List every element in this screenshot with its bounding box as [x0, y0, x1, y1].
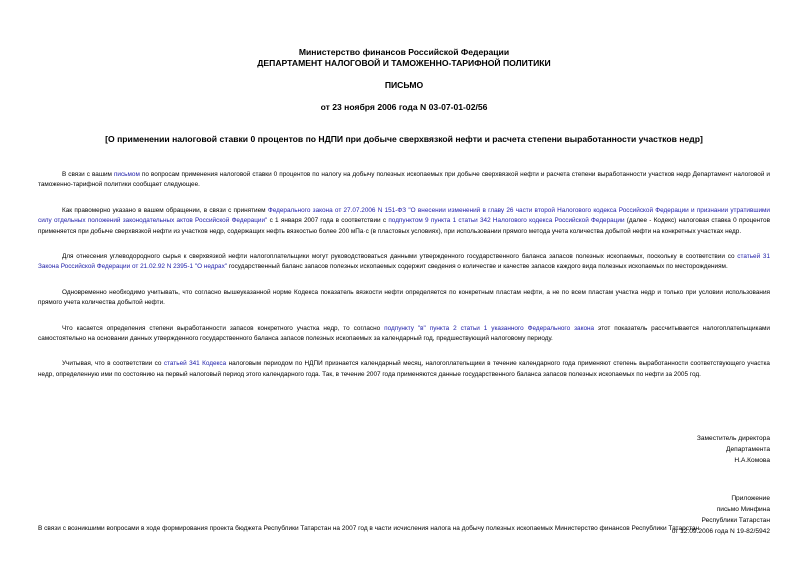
- department-name: ДЕПАРТАМЕНТ НАЛОГОВОЙ И ТАМОЖЕННО-ТАРИФНОЙ ПОЛИТИКИ: [257, 58, 551, 68]
- paragraph-5-text-b: этот показатель рассчитывается налогоплательщиками самостоятельно на основании данных утвержденного государственного баланса запасов полезных ископаемых за календарный год, предшествующий налоговому периоду.: [38, 324, 771, 343]
- link-article-342[interactable]: подпунктом 9 пункта 1 статьи 342 Налогового кодекса Российской Федерации: [388, 217, 625, 225]
- paragraph-3: [38, 252, 770, 273]
- appendix-date-number: от 12.09.2006 года N 19-82/5942: [671, 528, 770, 536]
- link-federal-law-151[interactable]: Федерального закона от 27.07.2006 N 151-ФЗ "О внесении изменений в главу 26 части второй Налогового кодекса Российской Федерации и признании утратившими силу отдельных положений законодательных актов Российской Федерации": [38, 206, 770, 225]
- paragraph-5: [38, 324, 770, 345]
- paragraph-3-text-b: государственный баланс запасов полезных ископаемых содержит сведения о количестве и качестве запасов каждого вида полезных ископаемых по месторождениям.: [227, 263, 728, 271]
- paragraph-2-text-c: (далее - Кодекс) налоговая ставка 0 процентов применяется при добыче сверхвязкой нефти из участков недр, содержащих нефть вязкостью более 200 мПа·с (в пластовых условиях), при использовании прямого метода учета количества добытой нефти на конкретных участках недр.: [38, 217, 770, 235]
- paragraph-5-text-a: Что касается определения степени выработанности запасов конкретного участка недр, то согласно: [62, 324, 385, 332]
- appendix-body-text: В связи с возникшими вопросами в ходе формирования проекта бюджета Республики Татарстан на 2007 год в части исчисления налога на добычу полезных ископаемых Министерство финансов Республики Татарстан: [38, 525, 700, 532]
- signature-block: [38, 433, 770, 466]
- paragraph-3-text-a: Для отнесения углеводородного сырья к сверхвязкой нефти налогоплательщики могут руководствоваться данными утвержденного государственного баланса запасов полезных ископаемых, поскольку в соответствии со: [62, 253, 738, 261]
- appendix-republic: Республики Татарстан: [701, 517, 770, 525]
- document-page: [38, 0, 770, 537]
- paragraph-6-text-a: Учитывая, что в соответствии со: [62, 360, 164, 368]
- document-type: ПИСЬМО: [384, 80, 424, 90]
- paragraph-6-text-b: налоговым периодом по НДПИ признается календарный месяц, налогоплательщики в течение календарного года применяют степень выработанности соответствующего участка недр, определенную ими по состоянию на первый налоговый период этого календарного года. Так, в течение 2007 года применяются данные государственного баланса запасов полезных ископаемых по нефти за 2005 год.: [38, 360, 770, 378]
- appendix-title: Приложение: [731, 495, 770, 503]
- link-law-on-subsoil[interactable]: статьей 31 Закона Российской Федерации от 21.02.92 N 2395-1 "О недрах": [38, 253, 771, 271]
- signature-title: Заместитель директора: [696, 435, 770, 443]
- signature-name: Н.А.Комова: [734, 457, 770, 465]
- signature-department: Департамента: [726, 446, 770, 454]
- document-subject: [О применении налоговой ставки 0 процентов по НДПИ при добыче сверхвязкой нефти и расчета степени выработанности участков недр]: [105, 134, 703, 144]
- link-article-341[interactable]: статьей 341 Кодекса: [163, 360, 227, 368]
- link-subclause-v[interactable]: подпункту "в" пункта 2 статьи 1 указанного Федерального закона: [384, 324, 595, 332]
- paragraph-4-text: Одновременно необходимо учитывать, что согласно вышеуказанной норме Кодекса показатель вязкости нефти определяется по конкретным пластам нефти, а не по всем пластам участка недр и только при условии использования прямого учета количества добытой нефти.: [38, 288, 770, 307]
- paragraph-2: [38, 206, 770, 237]
- paragraph-4: [38, 288, 770, 309]
- paragraph-6: [38, 359, 770, 380]
- link-letter[interactable]: письмом: [113, 171, 140, 178]
- paragraph-1-text-a: В связи с вашим: [62, 171, 114, 178]
- appendix-letter: письмо Минфина: [716, 506, 770, 514]
- document-date-number: от 23 ноября 2006 года N 03-07-01-02/56: [320, 102, 488, 112]
- paragraph-2-text-b: с 1 января 2007 года в соответствии с: [267, 217, 389, 225]
- paragraph-2-text-a: Как правомерно указано в вашем обращении, в связи с принятием: [62, 206, 268, 214]
- ministry-name: Министерство финансов Российской Федерации: [298, 47, 510, 57]
- paragraph-1: [38, 170, 770, 191]
- paragraph-1-text-b: по вопросам применения налоговой ставки 0 процентов по налогу на добычу полезных ископаемых при добыче сверхвязкой нефти и расчета степени выработанности участков недр Департамент налоговой и таможенно-тарифной политики сообщает следующее.: [38, 171, 770, 189]
